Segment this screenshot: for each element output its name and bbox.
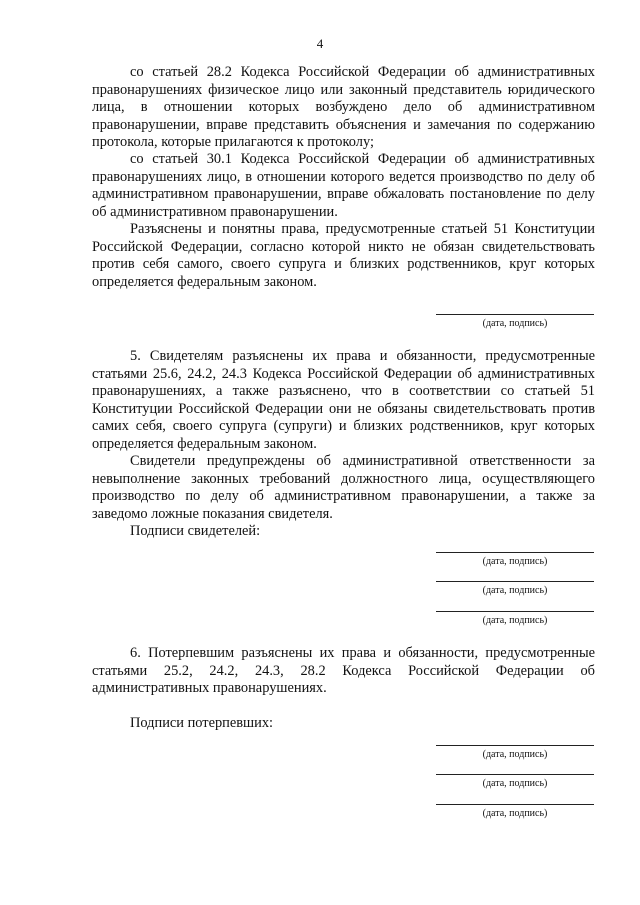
victim-signature-caption-2: (дата, подпись): [482, 778, 548, 789]
paragraph-constitution-51: Разъяснены и понятны права, предусмотренные статьей 51 Конституции Российской Федерации, согласно которой никто не обязан свидетельствовать против себя самого, своего супруга и близких родственников, круг которых определяется федеральным законом.: [92, 221, 595, 290]
victim-signature-line-1: [436, 745, 594, 746]
page-number: 4: [316, 36, 324, 51]
witness-signature-line-1: [436, 552, 594, 553]
signature-line-1: [436, 314, 594, 315]
witness-signature-line-2: [436, 581, 594, 582]
paragraph-victims-rights: 6. Потерпевшим разъяснены их права и обязанности, предусмотренные статьями 25.2, 24.2, 24.3, 28.2 Кодекса Российской Федерации об административных правонарушениях.: [92, 645, 595, 696]
victim-signature-caption-3: (дата, подпись): [482, 808, 548, 819]
victims-signatures-label: Подписи потерпевших:: [130, 715, 274, 731]
witness-signature-caption-3: (дата, подпись): [482, 615, 548, 626]
victim-signature-line-2: [436, 774, 594, 775]
witness-signature-caption-1: (дата, подпись): [482, 556, 548, 567]
victim-signature-caption-1: (дата, подпись): [482, 749, 548, 760]
paragraph-witnesses-rights: 5. Свидетелям разъяснены их права и обязанности, предусмотренные статьями 25.6, 24.2, 24.3 Кодекса Российской Федерации об административных правонарушениях, а также разъяснено, что в соответствии со статьей 51 Конституции Российской Федерации они не обязаны свидетельствовать против самих себя, своего супруга (супруги) и близких родственников, круг которых определяется федеральным законом.: [92, 348, 595, 452]
witness-signature-line-3: [436, 611, 594, 612]
paragraph-witnesses-warning: Свидетели предупреждены об административной ответственности за невыполнение законных требований должностного лица, осуществляющего производство по делу об административном правонарушении, а также за заведомо ложные показания свидетеля.: [92, 453, 595, 522]
witness-signature-caption-2: (дата, подпись): [482, 585, 548, 596]
signature-caption-1: (дата, подпись): [482, 318, 548, 329]
witnesses-signatures-label: Подписи свидетелей:: [130, 523, 261, 539]
paragraph-art-30-1: со статьей 30.1 Кодекса Российской Федерации об административных правонарушениях лицо, в отношении которого ведется производство по делу об административном правонарушении, вправе обжаловать постановление по делу об административном правонарушении.: [92, 151, 595, 220]
victim-signature-line-3: [436, 804, 594, 805]
paragraph-art-28-2: со статьей 28.2 Кодекса Российской Федерации об административных правонарушениях физическое лицо или законный представитель юридического лица, в отношении которых возбуждено дело об административном правонарушении, вправе представить объяснения и замечания по содержанию протокола, которые прилагаются к протоколу;: [92, 64, 595, 150]
